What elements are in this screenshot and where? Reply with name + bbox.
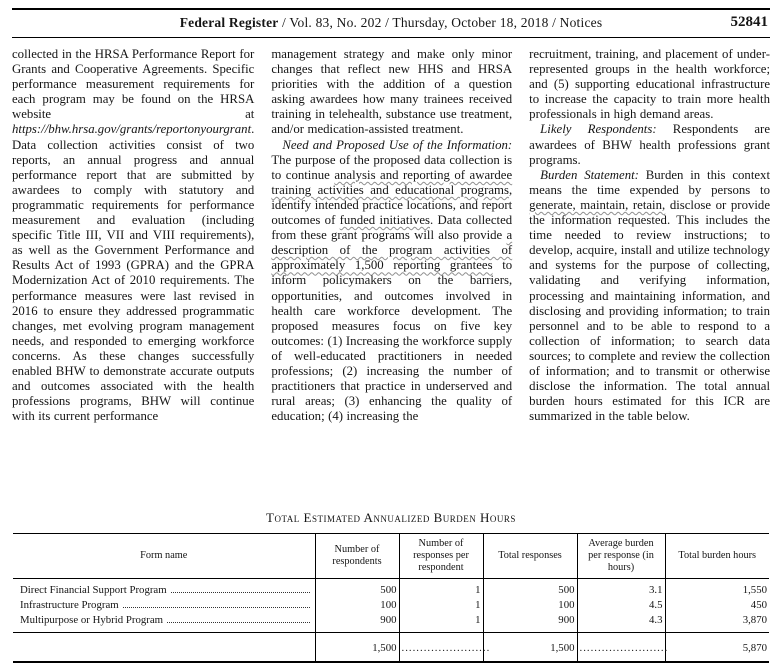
value-cell: 3,870	[665, 613, 769, 633]
value-cell: 900	[483, 613, 577, 633]
page-number: 52841	[730, 14, 768, 30]
burden-hours-table	[13, 533, 769, 663]
dot-leader	[167, 622, 309, 623]
value-cell: 500	[483, 579, 577, 599]
column-header: Number of responses per respondent	[399, 534, 483, 579]
text-segment: recruitment, training, and placement of under-represented groups in the health workforce; and (5) supporting educational infrastructure to increase the capacity to train more health professionals in high demand areas.	[529, 47, 771, 122]
column-header: Total burden hours	[665, 534, 769, 579]
text-segment: to inform policymakers on the barriers, opportunities, and outcomes involved in health care workforce development. The proposed measures focus on five key outcomes: (1) Increasing the workforce supply of well-educated practitioners in needed professions; (2) increasing the number of practitioners that practice in underserved and rural areas; (3) enhancing the quality of education; (4) increasing the	[271, 258, 513, 424]
paragraph	[12, 47, 254, 424]
column-header: Form name	[13, 534, 315, 579]
value-cell: 1	[399, 613, 483, 633]
value-cell: 500	[315, 579, 399, 599]
issue-info: / Vol. 83, No. 202 / Thursday, October 18, 2018 / Notices	[278, 15, 603, 30]
value-cell: 100	[483, 598, 577, 613]
text-segment: management strategy and make only minor changes that reflect new HHS and HRSA priorities with the addition of a question asking awardees how many trainees received training in telehealth, substance use treatment, and/or medication-assisted treatment.	[271, 47, 513, 137]
value-cell: 900	[315, 613, 399, 633]
value-cell: 1,550	[665, 579, 769, 599]
column-header: Average burden per response (in hours)	[577, 534, 665, 579]
journal-title: Federal Register	[179, 15, 279, 30]
text-segment: , identify intended practice locations, and report outcomes of	[271, 182, 513, 228]
italic-text-segment: Need and Proposed Use of the Information:	[282, 137, 513, 152]
italic-text-segment: Likely Respondents:	[540, 122, 673, 137]
form-name-cell	[13, 598, 315, 613]
text-segment: . Data collection activities consist of two reports, an annual progress and annual performance report that are submitted by awardees to comply with statutory and programmatic requirements for performance measurement and evaluation (including specific Title III, VII and VIII requirements), as well as the Government Performance and Results Act of 1993 (GPRA) and the GPRA Modernization Act of 2010 requirements. The performance measures were last revised in 2016 to ensure they addressed programmatic changes, met evolving program management needs, and responded to emerging workforce concerns. As these changes successfully enabled BHW to demonstrate accurate outputs and outcomes associated with the health professions programs, BHW will continue with its current performance	[12, 122, 255, 424]
text-segment: Burden in this context means the time expended by persons to	[529, 167, 771, 197]
page-masthead	[12, 8, 770, 38]
burden-table-section	[12, 510, 770, 663]
paragraph	[529, 122, 770, 167]
text-segment: disclose or provide the information requested. This includes the time needed to review instructions; to develop, acquire, install and utilize technology and systems for the purpose of collecting, validating and verifying information, processing and maintaining information, and disclosing and providing information; to train personnel and to be able to respond to a collection of information; to search data sources; to complete and review the collection of information; and to transmit or otherwise disclose the information. The total annual burden hours estimated for this ICR are summarized in the table below.	[529, 197, 771, 424]
value-cell: 1,500	[315, 633, 399, 663]
value-cell: 5,870	[665, 633, 769, 663]
dot-filler-cell: ........................	[399, 633, 483, 663]
value-cell: 1	[399, 579, 483, 599]
form-name-cell	[13, 579, 315, 599]
value-cell: 100	[315, 598, 399, 613]
column-header: Number of respondents	[315, 534, 399, 579]
paragraph	[271, 47, 512, 138]
article-body	[12, 47, 770, 499]
table-row	[13, 579, 769, 599]
italic-text-segment: https://bhw.hrsa.gov/grants/reportonyourgrant	[12, 122, 252, 137]
value-cell: 450	[665, 598, 769, 613]
text-segment: collected in the HRSA Performance Report for Grants and Cooperative Agreements. Specific performance measurement requirements for each program may be found on the HRSA website at	[12, 47, 255, 122]
table-row	[13, 598, 769, 613]
dot-leader	[171, 592, 310, 593]
paragraph	[529, 168, 770, 425]
table-title: Total Estimated Annualized Burden Hours	[266, 510, 516, 525]
text-segment: The purpose of the proposed data collection is to continue	[271, 152, 513, 182]
form-name: Multipurpose or Hybrid Program	[20, 614, 164, 626]
column-header: Total responses	[483, 534, 577, 579]
underlined-text-segment: a description of the program activities of approximately 1,500 reporting grantees	[271, 228, 513, 273]
underlined-text-segment: generate, maintain, retain,	[529, 197, 666, 212]
total-row	[13, 633, 769, 663]
text-column-3	[529, 47, 770, 499]
form-name-cell	[13, 633, 315, 663]
dot-leader	[123, 607, 310, 608]
paragraph	[271, 138, 512, 425]
value-cell: 1	[399, 598, 483, 613]
value-cell: 3.1	[577, 579, 665, 599]
text-column-2	[271, 47, 512, 499]
text-segment: . Data collected from these grant programs will also provide	[271, 213, 513, 243]
value-cell: 1,500	[483, 633, 577, 663]
italic-text-segment: Burden Statement:	[540, 167, 646, 182]
text-segment: Respondents are awardees of BHW health professions grant programs.	[529, 122, 771, 167]
underlined-text-segment: funded initiatives	[339, 213, 430, 228]
table-header	[13, 534, 769, 579]
paragraph	[529, 47, 770, 122]
value-cell: 4.3	[577, 613, 665, 633]
form-name-cell	[13, 613, 315, 633]
table-row	[13, 613, 769, 633]
form-name: Direct Financial Support Program	[20, 584, 167, 596]
underlined-text-segment: analysis and reporting of awardee training activities and educational programs	[271, 167, 513, 197]
form-name: Infrastructure Program	[20, 599, 119, 611]
table-rows	[13, 579, 769, 663]
value-cell: 4.5	[577, 598, 665, 613]
text-column-1	[12, 47, 254, 499]
running-head	[12, 15, 770, 31]
dot-filler-cell: ........................	[577, 633, 665, 663]
